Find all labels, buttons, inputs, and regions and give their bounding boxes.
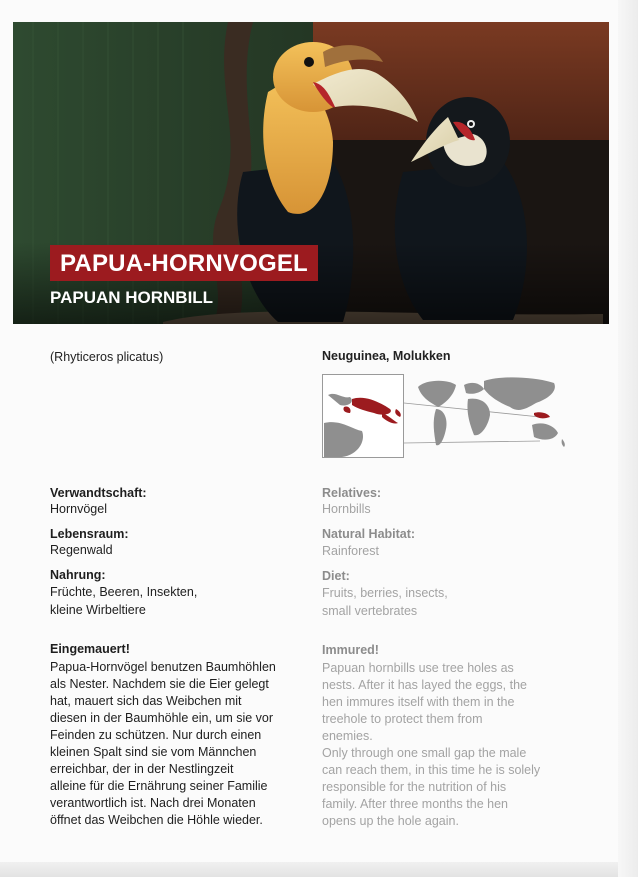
story-heading-de: Eingemauert!: [50, 642, 130, 656]
story-line-en: hen immures itself with them in the: [322, 695, 515, 709]
fact-value-diet-de-line2: kleine Wirbeltiere: [50, 603, 146, 617]
map-continent: [532, 423, 558, 439]
story-line-de: kleinen Spalt sind sie vom Männchen: [50, 745, 257, 759]
fact-label-relatives-de: Verwandtschaft:: [50, 486, 147, 500]
fact-value-relatives-en: Hornbills: [322, 502, 371, 516]
map-continent: [467, 399, 490, 436]
fact-label-diet-en: Diet:: [322, 569, 350, 583]
map-continent: [484, 377, 555, 410]
fact-value-diet-en-line1: Fruits, berries, insects,: [322, 586, 448, 600]
story-line-en: can reach them, in this time he is solely: [322, 763, 541, 777]
story-line-de: als Nester. Nachdem sie die Eier gelegt: [50, 677, 269, 691]
page-edge-right: [618, 0, 638, 877]
story-heading-en: Immured!: [322, 643, 379, 657]
fact-value-diet-en-line2: small vertebrates: [322, 604, 418, 618]
story-line-de: alleine für die Ernährung seiner Familie: [50, 779, 268, 793]
fact-value-relatives-de: Hornvögel: [50, 502, 107, 516]
story-line-en: family. After three months the hen: [322, 797, 508, 811]
fact-label-diet-de: Nahrung:: [50, 568, 106, 582]
story-line-en: Only through one small gap the male: [322, 746, 527, 760]
title-english: PAPUAN HORNBILL: [50, 288, 214, 307]
story-line-en: responsible for the nutrition of his: [322, 780, 507, 794]
story-line-de: diesen in der Baumhöhle ein, um sie vor: [50, 711, 274, 725]
story-line-de: verantwortlich ist. Nach drei Monaten: [50, 796, 256, 810]
story-line-de: hat, mauert sich das Weibchen mit: [50, 694, 242, 708]
fact-label-habitat-de: Lebensraum:: [50, 527, 129, 541]
distribution-region: Neuguinea, Molukken: [322, 349, 451, 363]
fact-value-diet-de-line1: Früchte, Beeren, Insekten,: [50, 585, 198, 599]
fact-value-habitat-de: Regenwald: [50, 543, 113, 557]
map-continent: [464, 383, 484, 394]
story-line-en: enemies.: [322, 729, 373, 743]
map-range-highlight: [534, 412, 550, 418]
story-line-de: Feinden zu schützen. Nur durch einen: [50, 728, 262, 742]
story-line-de: öffnet das Weibchen die Höhle wieder.: [50, 813, 263, 827]
title-german: PAPUA-HORNVOGEL: [50, 245, 318, 281]
fact-label-relatives-en: Relatives:: [322, 486, 382, 500]
story-line-de: Papua-Hornvögel benutzen Baumhöhlen: [50, 660, 276, 674]
map-continent: [562, 439, 565, 447]
story-line-en: opens up the hole again.: [322, 814, 459, 828]
map-continent: [418, 381, 456, 407]
story-line-de: erreichbar, der in der Nestlingzeit: [50, 762, 234, 776]
fact-label-habitat-en: Natural Habitat:: [322, 527, 416, 541]
story-line-en: treehole to protect them from: [322, 712, 483, 726]
page-edge-bottom: [0, 862, 638, 877]
story-line-en: Papuan hornbills use tree holes as: [322, 661, 514, 675]
fact-value-habitat-en: Rainforest: [322, 544, 379, 558]
scientific-name: (Rhyticeros plicatus): [50, 350, 164, 364]
map-continent: [434, 409, 447, 445]
distribution-map: [322, 373, 572, 459]
story-line-en: nests. After it has layed the eggs, the: [322, 678, 527, 692]
